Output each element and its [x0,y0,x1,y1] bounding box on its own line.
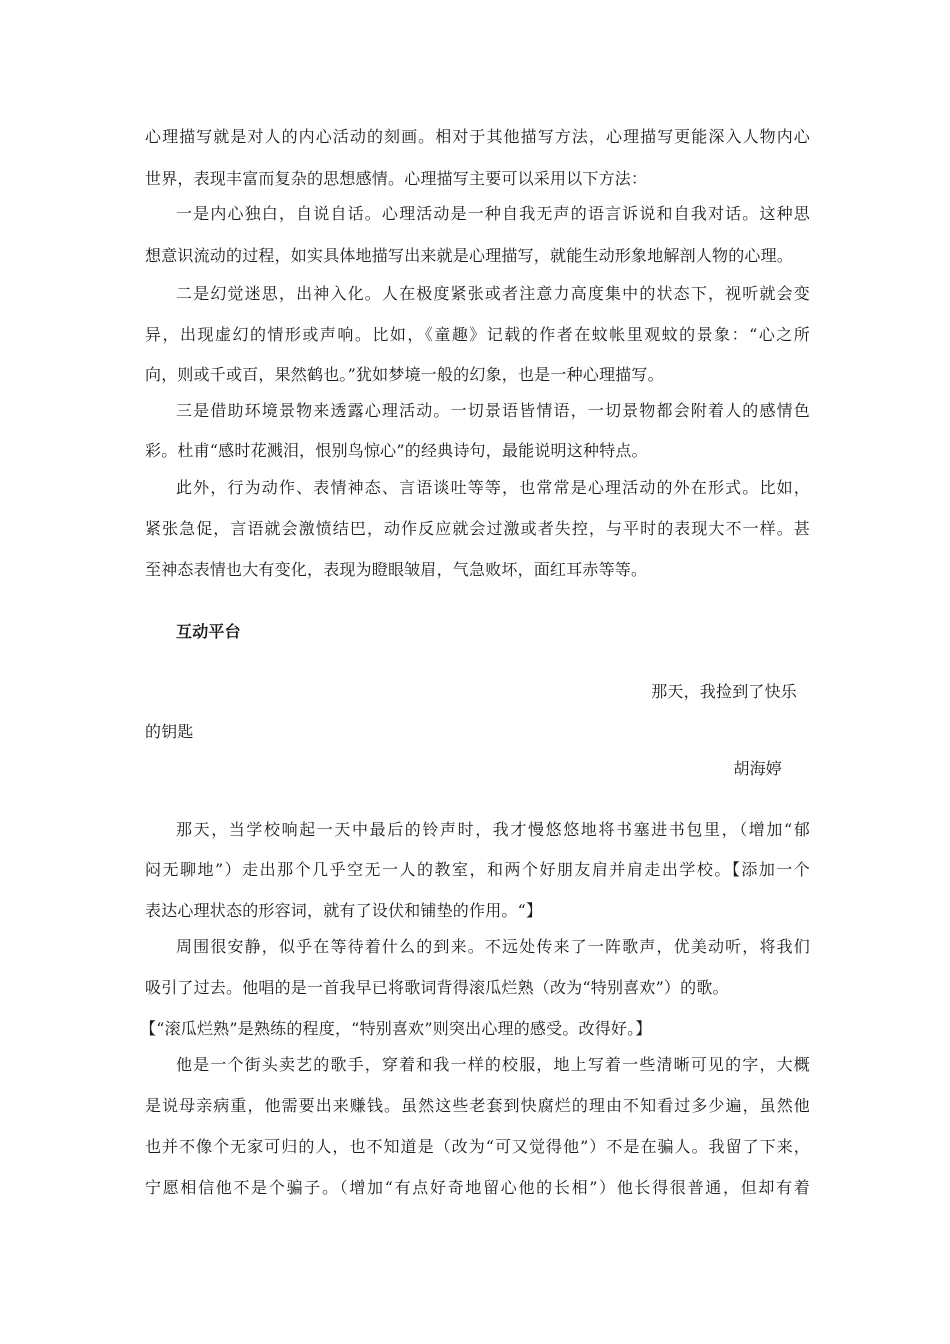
intro-line-2: 世界，表现丰富而复杂的思想感情。心理描写主要可以采用以下方法： [145,169,648,188]
method-3-line-2: 彩。杜甫“感时花溅泪，恨别鸟惊心”的经典诗句，最能说明这种特点。 [145,441,648,460]
essay-p3-line-4: 宁愿相信他不是个骗子。（增加“有点好奇地留心他的长相”）他长得很普通，但却有着 [145,1178,810,1197]
essay-p3-line-3: 也并不像个无家可归的人，也不知道是（改为“可又觉得他”）不是在骗人。我留了下来， [145,1137,810,1156]
method-1-line-1: 一是内心独白，自说自话。心理活动是一种自我无声的语言诉说和自我对话。这种思 [176,204,810,223]
essay-p1-line-3: 表达心理状态的形容词，就有了设伏和铺垫的作用。“】 [145,901,543,920]
essay-title-part-1: 那天，我捡到了快乐 [651,682,797,701]
essay-p2-line-2: 吸引了过去。他唱的是一首我早已将歌词背得滚瓜烂熟（改为“特别喜欢”）的歌。 [145,978,729,997]
intro-line-1: 心理描写就是对人的内心活动的刻画。相对于其他描写方法，心理描写更能深入人物内心 [145,127,810,146]
method-3-line-1: 三是借助环境景物来透露心理活动。一切景语皆情语，一切景物都会附着人的感情色 [176,401,810,420]
method-4-line-3: 至神态表情也大有变化，表现为瞪眼皱眉，气急败坏，面红耳赤等等。 [145,560,648,579]
section-heading: 互动平台 [176,622,241,641]
essay-p3-line-1: 他是一个街头卖艺的歌手，穿着和我一样的校服，地上写着一些清晰可见的字，大概 [176,1055,810,1074]
method-4-line-2: 紧张急促，言语就会激愤结巴，动作反应就会过激或者失控，与平时的表现大不一样。甚 [145,519,810,538]
method-2-line-3: 向，则或千或百，果然鹤也。”犹如梦境一般的幻象，也是一种心理描写。 [145,365,664,384]
essay-author: 胡海婷 [733,759,782,778]
method-4-line-1: 此外，行为动作、表情神态、言语谈吐等等，也常常是心理活动的外在形式。比如， [176,478,810,497]
essay-p3-line-2: 是说母亲病重，他需要出来赚钱。虽然这些老套到快腐烂的理由不知看过多少遍，虽然他 [145,1096,810,1115]
essay-p2-line-3: 【“滚瓜烂熟”是熟练的程度，“特别喜欢”则突出心理的感受。改得好。】 [140,1019,652,1038]
essay-p1-line-2: 闷无聊地”）走出那个几乎空无一人的教室，和两个好朋友肩并肩走出学校。【添加一个 [145,860,810,879]
essay-title-part-2: 的钥匙 [145,722,194,741]
essay-p1-line-1: 那天，当学校响起一天中最后的铃声时，我才慢悠悠地将书塞进书包里，（增加“郁 [176,820,810,839]
method-2-line-1: 二是幻觉迷思，出神入化。人在极度紧张或者注意力高度集中的状态下，视听就会变 [176,284,810,303]
essay-p2-line-1: 周围很安静，似乎在等待着什么的到来。不远处传来了一阵歌声，优美动听，将我们 [176,937,810,956]
method-1-line-2: 想意识流动的过程，如实具体地描写出来就是心理描写，就能生动形象地解剖人物的心理。 [145,246,794,265]
method-2-line-2: 异，出现虚幻的情形或声响。比如，《童趣》记载的作者在蚊帐里观蚊的景象：“心之所 [145,325,810,344]
